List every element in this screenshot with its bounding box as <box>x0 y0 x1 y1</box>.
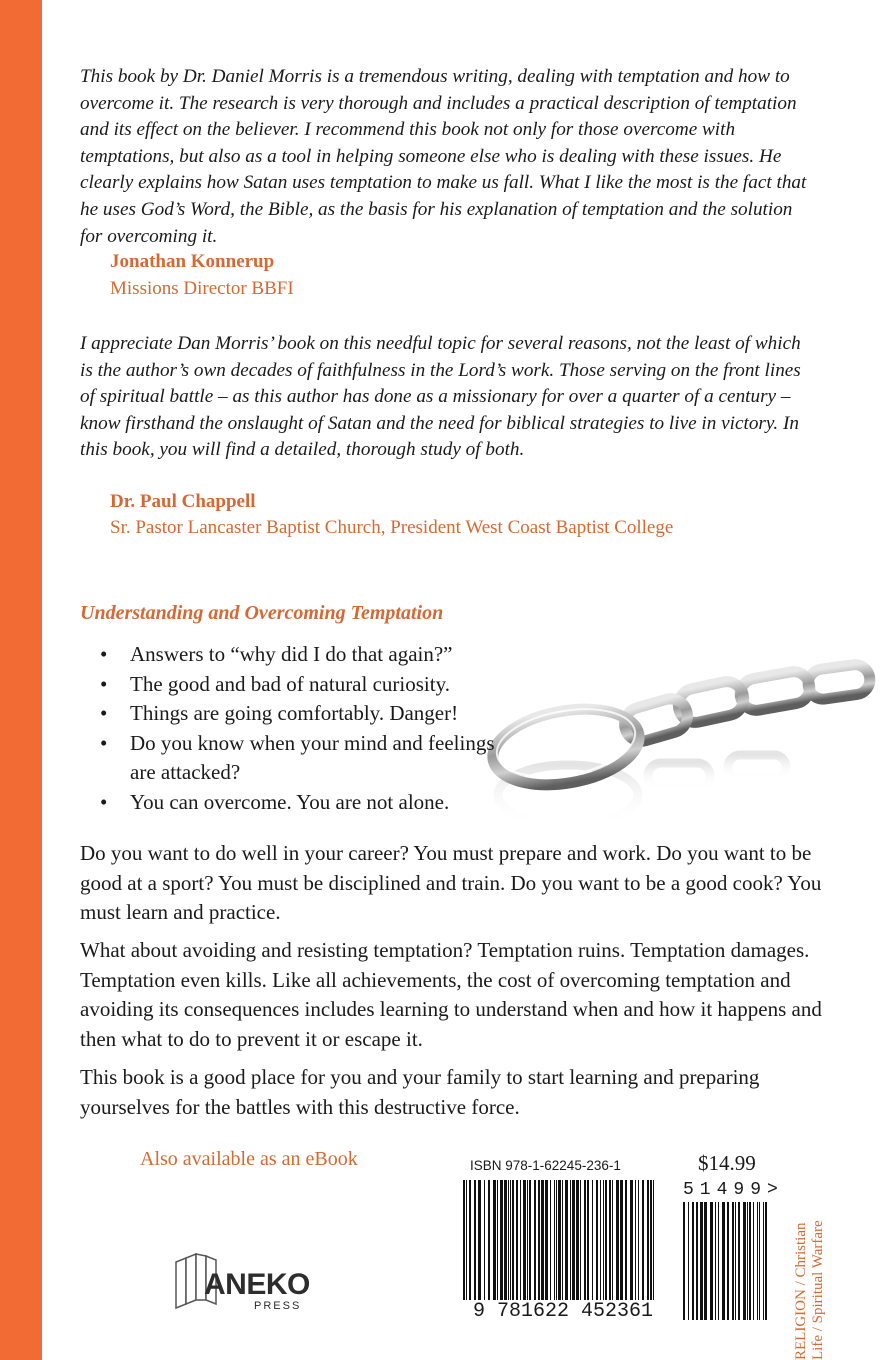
barcode-bar <box>592 1180 593 1300</box>
body-paragraph-1: Do you want to do well in your career? You must prepare and work. Do you want to be good at a sport? You must be disciplined and train. Do you want to be a good cook? You must learn and practice. <box>80 841 822 924</box>
barcode-bar <box>493 1180 496 1300</box>
isbn-barcode <box>463 1180 663 1308</box>
barcode-bar <box>763 1202 764 1320</box>
barcode-bar <box>565 1180 568 1300</box>
barcode-bar <box>469 1180 471 1300</box>
barcode-bar <box>653 1180 654 1300</box>
barcode-bar <box>500 1180 503 1300</box>
barcode-digits: 9 781622 452361 <box>472 1300 654 1323</box>
chain-links-illustration <box>478 645 878 845</box>
barcode-bar <box>735 1202 736 1320</box>
barcode-bar <box>510 1180 511 1300</box>
barcode-bar <box>630 1180 633 1300</box>
price-code-digits: 51499> <box>683 1180 784 1200</box>
barcode-bar <box>638 1180 639 1300</box>
list-item: • The good and bad of natural curiosity. <box>100 670 520 700</box>
barcode-bar <box>625 1180 627 1300</box>
barcode-bar <box>556 1180 557 1300</box>
barcode-bar <box>647 1180 649 1300</box>
barcode-bar <box>596 1180 598 1300</box>
barcode-bar <box>747 1202 748 1320</box>
barcode-bar <box>587 1180 589 1300</box>
barcode-bar <box>541 1180 544 1300</box>
barcode-bar <box>529 1180 531 1300</box>
publisher-sub: PRESS <box>254 1300 302 1312</box>
publisher-name: ANEKO <box>204 1268 310 1301</box>
barcode-bar <box>508 1180 509 1300</box>
barcode-bar <box>635 1180 636 1300</box>
ebook-availability-note: Also available as an eBook <box>140 1148 358 1170</box>
barcode-bar <box>478 1180 481 1300</box>
barcode-bar <box>605 1180 607 1300</box>
barcode-bar <box>600 1180 601 1300</box>
list-item: • Do you know when your mind and feelings are attacked? <box>100 729 520 788</box>
barcode-bar <box>609 1180 611 1300</box>
orange-spine-band <box>0 0 42 1360</box>
barcode-bar <box>520 1180 521 1300</box>
barcode-bar <box>603 1180 604 1300</box>
body-paragraph-2: What about avoiding and resisting temptation? Temptation ruins. Temptation damages. Temptation even kills. Like all achievements, the cost of overcoming temptation and avoiding its consequences includes learning to understand when and how it happens and then what to do to prevent it or escape it. <box>80 938 822 1051</box>
barcode-bar <box>558 1180 561 1300</box>
barcode-bar <box>512 1180 514 1300</box>
barcode-bar <box>732 1202 734 1320</box>
barcode-bar <box>550 1180 551 1300</box>
barcode-bar <box>527 1180 528 1300</box>
barcode-bar <box>722 1202 725 1320</box>
barcode-bar <box>642 1180 644 1300</box>
barcode-bar <box>738 1202 740 1320</box>
category-line-2: Life / Spiritual Warfare <box>810 1220 826 1360</box>
barcode-bar <box>749 1202 751 1320</box>
barcode-bar <box>620 1180 623 1300</box>
chevron-right-icon: > <box>767 1180 784 1200</box>
barcode-bar <box>562 1180 563 1300</box>
barcode-bar <box>497 1180 498 1300</box>
barcode-bar <box>484 1180 485 1300</box>
barcode-bar <box>488 1180 490 1300</box>
barcode-bar <box>704 1202 707 1320</box>
barcode-bar <box>572 1180 575 1300</box>
barcode-bar <box>696 1202 698 1320</box>
bisac-category <box>793 1220 827 1360</box>
barcode-bar <box>727 1202 729 1320</box>
barcode-bar <box>545 1180 548 1300</box>
aneko-press-logo <box>172 1250 352 1320</box>
barcode-bar <box>576 1180 579 1300</box>
section-subtitle: Understanding and Overcoming Temptation <box>80 602 444 624</box>
barcode-bar <box>753 1202 754 1320</box>
barcode-bar <box>765 1202 767 1320</box>
review-role-2: Sr. Pastor Lancaster Baptist Church, President West Coast Baptist College <box>110 517 674 538</box>
barcode-bar <box>718 1202 719 1320</box>
review-quote-1: This book by Dr. Daniel Morris is a tremendous writing, dealing with temptation and how to overcome it. The research is very thorough and includes a practical description of temptation and its effect on the believer. I recommend this book not only for those overcome with temptations, but also as a tool in helping someone else who is dealing with these issues. He clearly explains how Satan uses temptation to make us fall. What I like the most is the fact that he uses God’s Word, the Bible, as the basis for his explanation of temptation and the solution for overcoming it. <box>80 66 807 247</box>
category-line-1: RELIGION / Christian <box>793 1222 809 1360</box>
review-author-2: Dr. Paul Chappell <box>110 491 256 512</box>
barcode-bar <box>743 1202 746 1320</box>
list-item: • Answers to “why did I do that again?” <box>100 640 520 670</box>
barcode-bar <box>523 1180 526 1300</box>
review-role-1: Missions Director BBFI <box>110 278 294 299</box>
barcode-bar <box>616 1180 619 1300</box>
barcode-bar <box>759 1202 760 1320</box>
list-item: • You can overcome. You are not alone. <box>100 788 520 818</box>
feature-bullet-list <box>100 640 520 817</box>
barcode-bar <box>516 1180 518 1300</box>
price-label: $14.99 <box>698 1151 756 1175</box>
barcode-bar <box>700 1202 703 1320</box>
barcode-bar <box>692 1202 694 1320</box>
barcode-bar <box>504 1180 507 1300</box>
price-barcode <box>683 1202 773 1320</box>
barcode-bar <box>466 1180 467 1300</box>
review-author-1: Jonathan Konnerup <box>110 251 275 272</box>
barcode-bar <box>688 1202 689 1320</box>
barcode-bar <box>612 1180 613 1300</box>
barcode-bar <box>570 1180 571 1300</box>
barcode-bar <box>683 1202 685 1320</box>
barcode-bar <box>580 1180 581 1300</box>
barcode-bar <box>584 1180 586 1300</box>
barcode-bar <box>710 1202 713 1320</box>
barcode-bar <box>757 1202 758 1320</box>
body-paragraph-3: This book is a good place for you and your family to start learning and preparing yourselves for the battles with this destructive force. <box>80 1065 760 1119</box>
barcode-bar <box>715 1202 716 1320</box>
barcode-bar <box>538 1180 540 1300</box>
barcode-bar <box>463 1180 465 1300</box>
barcode-bar <box>474 1180 476 1300</box>
list-item: • Things are going comfortably. Danger! <box>100 699 520 729</box>
isbn-label: ISBN 978-1-62245-236-1 <box>470 1158 621 1173</box>
barcode-bar <box>534 1180 536 1300</box>
review-quote-2: I appreciate Dan Morris’ book on this needful topic for several reasons, not the least of which is the author’s own decades of faithfulness in the Lord’s work. Those serving on the front lines of spiritual battle – as this author has done as a missionary for over a quarter of a century – know firsthand the onslaught of Satan and the need for biblical strategies to live in victory. In this book, you will find a detailed, thorough study of both. <box>80 333 801 461</box>
barcode-bar <box>554 1180 555 1300</box>
barcode-bar <box>650 1180 652 1300</box>
